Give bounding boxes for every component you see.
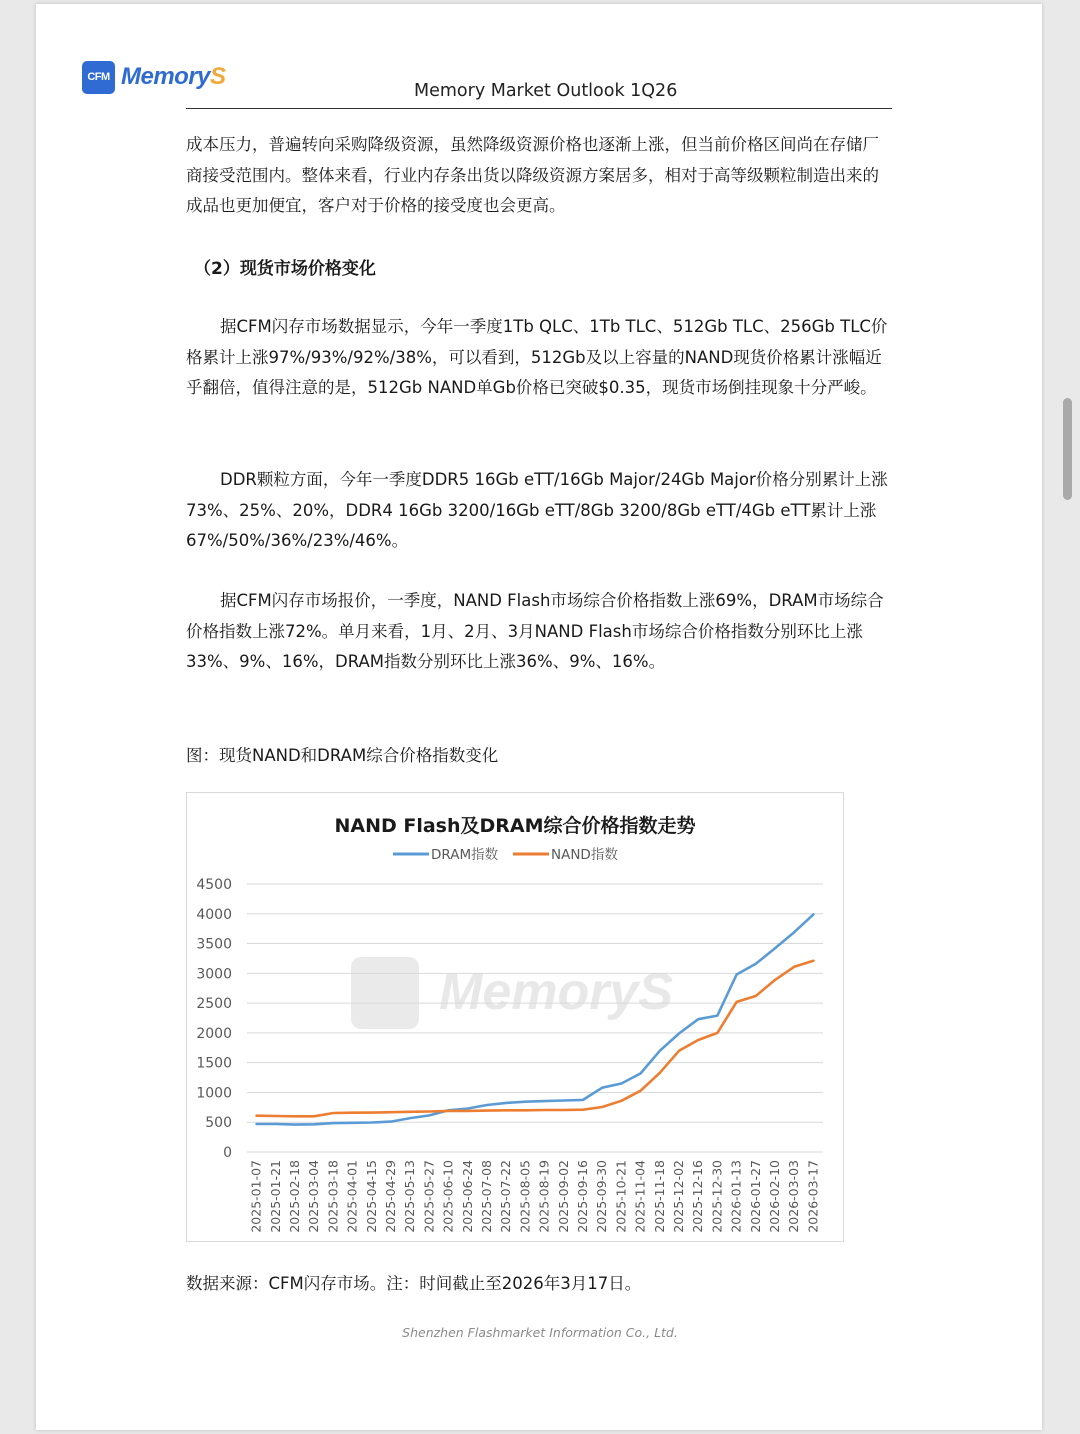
figure-caption: 图：现货NAND和DRAM综合价格指数变化 xyxy=(186,746,499,765)
chart-title: NAND Flash及DRAM综合价格指数走势 xyxy=(334,815,696,837)
x-tick-label: 2025-06-24 xyxy=(459,1160,475,1233)
x-tick-label: 2025-09-02 xyxy=(555,1160,571,1233)
y-tick-label: 1000 xyxy=(196,1085,232,1102)
watermark-logo-box xyxy=(351,957,419,1029)
x-tick-label: 2025-08-19 xyxy=(536,1160,552,1233)
x-tick-label: 2026-01-27 xyxy=(747,1160,763,1233)
x-tick-label: 2025-05-13 xyxy=(402,1160,418,1233)
x-tick-label: 2025-05-27 xyxy=(421,1160,437,1233)
company-logo xyxy=(82,60,226,94)
scrollbar-thumb[interactable] xyxy=(1063,398,1072,500)
x-tick-label: 2025-10-21 xyxy=(613,1160,629,1233)
data-source-note: 数据来源：CFM闪存市场。注：时间截止至2026年3月17日。 xyxy=(186,1274,642,1293)
y-tick-label: 3000 xyxy=(196,966,232,983)
y-tick-label: 4500 xyxy=(196,877,232,893)
x-tick-label: 2025-11-04 xyxy=(632,1160,648,1233)
x-tick-label: 2026-01-13 xyxy=(728,1160,744,1233)
x-tick-label: 2025-12-30 xyxy=(709,1160,725,1233)
x-tick-label: 2025-08-05 xyxy=(517,1160,533,1233)
x-tick-label: 2025-09-30 xyxy=(594,1160,610,1233)
header-divider xyxy=(186,108,892,109)
section-heading: （2）现货市场价格变化 xyxy=(194,259,376,279)
y-tick-label: 3500 xyxy=(196,936,232,953)
paragraph-price-index: 据CFM闪存市场报价，一季度，NAND Flash市场综合价格指数上涨69%，DRAM市场综合价格指数上涨72%。单月来看，1月、2月、3月NAND Flash市场综合价格指数分别环比上涨33%、9%、16%，DRAM指数分别环比上涨36%、9%、16%。 xyxy=(186,591,884,671)
paragraph-ddr: DDR颗粒方面，今年一季度DDR5 16Gb eTT/16Gb Major/24Gb Major价格分别累计上涨73%、25%、20%，DDR4 16Gb 3200/16Gb eTT/8Gb 3200/8Gb eTT/4Gb eTT累计上涨67%/50%/36%/23%/46%。 xyxy=(186,470,888,550)
paragraph-nand-spot: 据CFM闪存市场数据显示，今年一季度1Tb QLC、1Tb TLC、512Gb TLC、256Gb TLC价格累计上涨97%/93%/92%/38%，可以看到，512Gb及以上容量的NAND现货价格累计涨幅近乎翻倍，值得注意的是，512Gb NAND单Gb价格已突破$0.35，现货市场倒挂现象十分严峻。 xyxy=(186,317,888,397)
y-tick-label: 4000 xyxy=(196,906,232,923)
legend-label-dram: DRAM指数 xyxy=(431,847,499,863)
y-tick-label: 2500 xyxy=(196,996,232,1013)
x-tick-label: 2026-02-10 xyxy=(767,1160,782,1233)
y-tick-label: 0 xyxy=(223,1145,232,1161)
x-tick-label: 2025-07-22 xyxy=(498,1160,514,1233)
y-tick-label: 500 xyxy=(205,1115,232,1132)
watermark-text: MemoryS xyxy=(439,963,674,1021)
x-tick-label: 2025-01-21 xyxy=(267,1160,283,1233)
price-index-chart xyxy=(186,792,844,1242)
legend-label-nand: NAND指数 xyxy=(551,847,618,863)
x-tick-label: 2025-12-02 xyxy=(671,1160,686,1233)
logo-badge: CFM xyxy=(82,61,115,94)
y-tick-label: 1500 xyxy=(196,1055,232,1072)
x-tick-label: 2026-03-17 xyxy=(805,1160,821,1233)
x-tick-label: 2026-03-03 xyxy=(786,1160,802,1233)
report-title: Memory Market Outlook 1Q26 xyxy=(414,81,678,101)
footer-company: Shenzhen Flashmarket Information Co., Ltd. xyxy=(402,1325,678,1340)
x-tick-label: 2025-09-16 xyxy=(575,1160,590,1233)
x-tick-label: 2025-11-18 xyxy=(651,1160,667,1233)
x-tick-label: 2025-04-01 xyxy=(344,1160,360,1233)
y-tick-label: 2000 xyxy=(196,1025,232,1042)
x-tick-label: 2025-12-16 xyxy=(690,1160,706,1233)
x-tick-label: 2025-03-04 xyxy=(306,1160,322,1233)
paragraph-cost-pressure: 成本压力，普遍转向采购降级资源，虽然降级资源价格也逐渐上涨，但当前价格区间尚在存储厂商接受范围内。整体来看，行业内存条出货以降级资源方案居多，相对于高等级颗粒制造出来的成品也更加便宜，客户对于价格的接受度也会更高。 xyxy=(186,135,879,215)
x-tick-label: 2025-03-18 xyxy=(325,1160,341,1233)
x-tick-label: 2025-06-10 xyxy=(440,1160,456,1233)
x-tick-label: 2025-02-18 xyxy=(287,1160,302,1233)
x-tick-label: 2025-01-07 xyxy=(248,1160,264,1233)
logo-wordmark: MemoryS xyxy=(121,63,226,90)
x-tick-label: 2025-07-08 xyxy=(479,1160,494,1233)
x-tick-label: 2025-04-29 xyxy=(383,1160,398,1233)
chart-svg xyxy=(187,793,843,1241)
x-tick-label: 2025-04-15 xyxy=(363,1160,379,1233)
